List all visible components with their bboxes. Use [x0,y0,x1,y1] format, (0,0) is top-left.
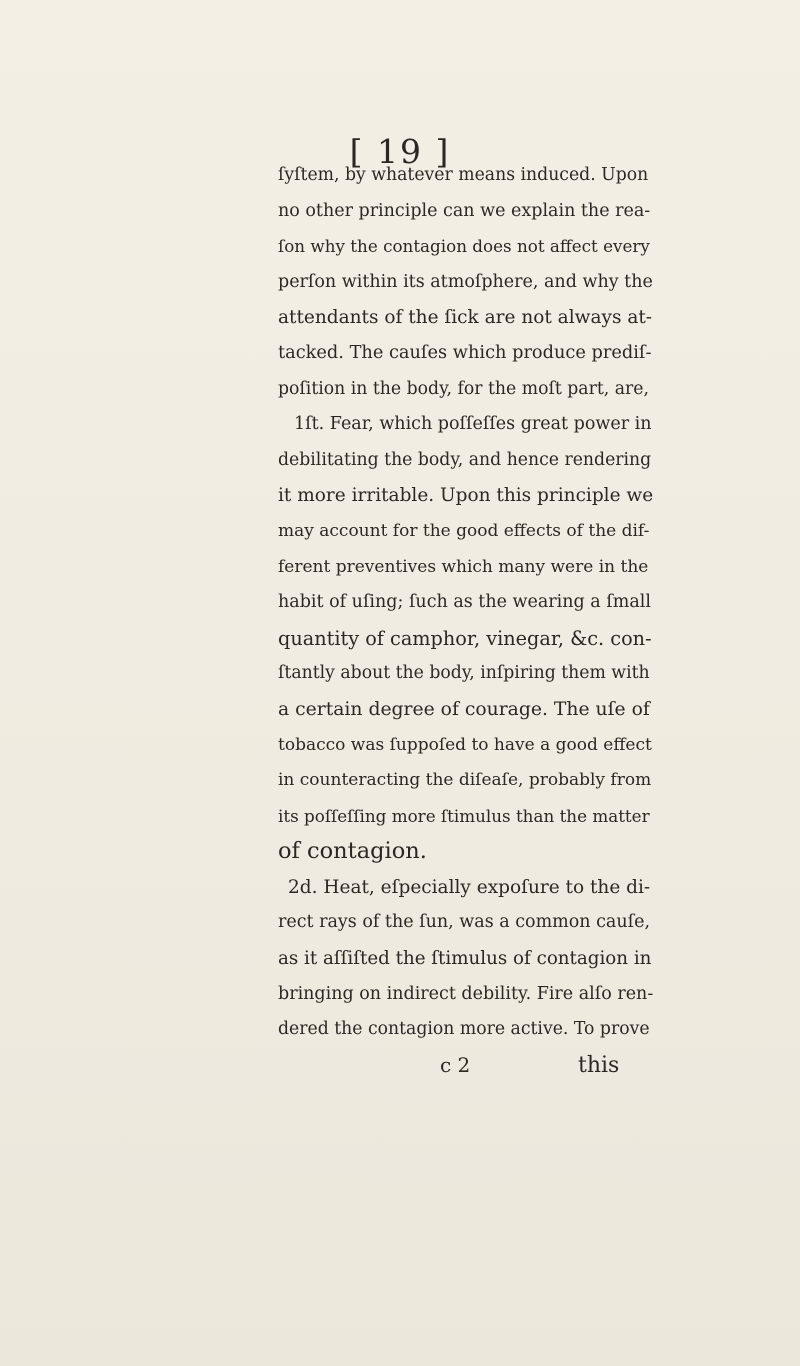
page-number: [ 19 ] [349,132,451,171]
line-text: no other principle can we explain the rea- [278,200,651,221]
line-text: tobacco was ſuppoſed to have a good effect [278,734,652,755]
catchword: this [578,1052,620,1078]
line-text: it more irritable. Upon this principle we [278,485,654,507]
line-text: attendants of the ſick are not always at- [278,307,653,329]
text-line [278,300,653,336]
text-line [278,443,653,479]
text-line [278,158,653,194]
text-line [278,265,653,301]
text-line [278,763,653,799]
text-line [278,478,653,514]
text-line [278,1012,653,1048]
text-line [278,585,653,621]
text-line [278,728,653,764]
text-line [278,407,653,443]
text-line [278,905,653,941]
line-text: tacked. The cauſes which produce prediſ- [278,342,652,363]
line-text: debilitating the body, and hence rendering [278,449,652,470]
footer-line [278,1048,653,1084]
line-text: ſtantly about the body, inſpiring them with [278,663,650,684]
text-line [278,799,653,835]
text-line [278,870,653,906]
text-line [278,194,653,230]
line-text: of contagion. [278,838,427,865]
line-text: ferent preventives which many were in the [278,556,649,577]
line-text: perſon within its atmoſphere, and why the [278,271,653,292]
line-text: 1ſt. Fear, which poſſeſſes great power in [294,414,652,435]
line-text: a certain degree of courage. The uſe of [278,698,650,720]
line-text: may account for the good effects of the dif- [278,520,650,541]
line-text: as it aſſiſted the ſtimulus of contagion in [278,948,652,970]
line-text: habit of uſing; ſuch as the wearing a ſmall [278,592,651,613]
text-line [278,514,653,550]
text-line [278,692,653,728]
line-text: its poſſeſſing more ſtimulus than the matter [278,805,650,826]
line-text: rect rays of the ſun, was a common cauſe, [278,912,651,933]
signature-mark: c 2 [440,1052,471,1077]
text-line [278,656,653,692]
line-text: poſition in the body, for the moſt part, are, [278,378,649,399]
line-text: bringing on indirect debility. Fire alſo ren- [278,983,654,1004]
line-text: ſon why the contagion does not affect every [278,236,650,257]
text-line [278,336,653,372]
line-text: quantity of camphor, vinegar, &c. con- [278,626,652,650]
line-text: in counteracting the diſeaſe, probably from [278,770,652,791]
body-text [278,158,653,1083]
text-line [278,621,653,657]
text-line [278,229,653,265]
text-line [278,550,653,586]
text-line [278,941,653,977]
text-line [278,372,653,408]
text-line [278,834,653,870]
line-text: dered the contagion more active. To prove [278,1019,650,1040]
line-text: ſyſtem, by whatever means induced. Upon [278,165,649,185]
text-line [278,977,653,1013]
line-text: 2d. Heat, eſpecially expoſure to the di- [288,876,651,898]
